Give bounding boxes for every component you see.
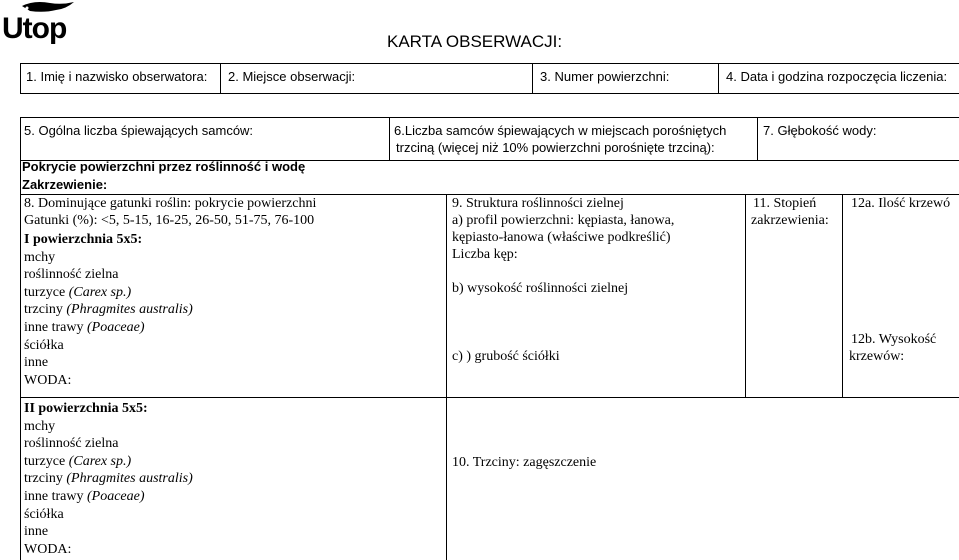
main-left-border xyxy=(20,160,21,560)
shrub-height-line1: 12b. Wysokość xyxy=(851,332,937,347)
row2-divider-2 xyxy=(757,117,758,160)
plot-divider xyxy=(20,397,959,398)
singing-males-label: 5. Ogólna liczba śpiewających samców: xyxy=(24,123,254,138)
shrub-cover-label: Zakrzewienie: xyxy=(22,177,108,192)
shrub-count-label: 12a. Ilość krzewó xyxy=(851,196,951,211)
main-divider-11-12 xyxy=(842,194,843,398)
plot1-litter: ściółka xyxy=(24,337,64,353)
plot1-mosses: mchy xyxy=(24,249,56,265)
location-label: 2. Miejsce obserwacji: xyxy=(228,69,356,84)
reed-males-label-line1: 6.Liczba samców śpiewających w miejscach porośniętych xyxy=(394,123,727,138)
row2-top-border xyxy=(20,117,959,118)
row1-left-border xyxy=(20,63,21,94)
plot1-reeds: trzciny (Phragmites australis) xyxy=(24,302,193,318)
shrub-degree-line1: 11. Stopień xyxy=(753,196,817,211)
cover-heading: Pokrycie powierzchni przez roślinność i wodę xyxy=(22,159,306,174)
row2-divider-1 xyxy=(389,117,390,160)
dominant-species-title: 8. Dominujące gatunki roślin: pokrycie powierzchni xyxy=(24,196,317,211)
row1-divider-1 xyxy=(220,63,221,94)
water-depth-label: 7. Głębokość wody: xyxy=(763,123,877,138)
herb-structure-title: 9. Struktura roślinności zielnej xyxy=(452,196,624,211)
row1-divider-2 xyxy=(532,63,533,94)
surface-profile-line1: a) profil powierzchni: kępiasta, łanowa, xyxy=(452,213,675,228)
logo-text: Utop xyxy=(2,12,67,45)
plot2-reeds: trzciny (Phragmites australis) xyxy=(24,471,193,487)
plot2-litter: ściółka xyxy=(24,506,64,522)
reed-males-label-line2: trzciną (więcej niż 10% powierzchni porośnięte trzciną): xyxy=(396,140,715,155)
plot2-mosses: mchy xyxy=(24,418,56,434)
surface-profile-line2: kępiasto-łanowa (właściwe podkreślić) xyxy=(452,230,671,245)
plot1-herbs: roślinność zielna xyxy=(24,267,119,283)
plot1-other: inne xyxy=(24,355,49,371)
plot2-grasses: inne trawy (Poaceae) xyxy=(24,488,145,504)
plot2-water: WODA: xyxy=(24,541,72,557)
plot1-title: I powierzchnia 5x5: xyxy=(24,232,143,247)
tussock-count-label: Liczba kęp: xyxy=(452,247,518,262)
herb-height-label: b) wysokość roślinności zielnej xyxy=(452,281,629,296)
plot1-sedges: turzyce (Carex sp.) xyxy=(24,284,132,300)
shrub-degree-line2: zakrzewienia: xyxy=(751,213,829,228)
shrub-height-line2: krzewów: xyxy=(849,349,905,364)
plot2-other: inne xyxy=(24,524,49,540)
plot2-list xyxy=(24,400,193,558)
plot1-water: WODA: xyxy=(24,372,72,388)
page-title: KARTA OBSERWACJI: xyxy=(387,32,563,51)
plot-number-label: 3. Numer powierzchni: xyxy=(540,69,670,84)
reed-density-label: 10. Trzciny: zagęszczenie xyxy=(452,455,597,470)
main-divider-8-9 xyxy=(446,194,447,560)
litter-thickness-label: c) ) grubość ściółki xyxy=(452,349,560,364)
row1-bottom-border xyxy=(20,93,959,94)
plot1-grasses: inne trawy (Poaceae) xyxy=(24,319,145,335)
observer-name-label: 1. Imię i nazwisko obserwatora: xyxy=(26,69,208,84)
plot2-title: II powierzchnia 5x5: xyxy=(24,401,148,416)
plot2-sedges: turzyce (Carex sp.) xyxy=(24,453,132,469)
row1-divider-3 xyxy=(718,63,719,94)
plot1-list xyxy=(24,231,193,389)
logo xyxy=(0,0,80,50)
plot2-herbs: roślinność zielna xyxy=(24,436,119,452)
main-divider-9-11 xyxy=(745,194,746,398)
row1-top-border xyxy=(20,63,959,64)
start-date-label: 4. Data i godzina rozpoczęcia liczenia: xyxy=(726,69,948,84)
row2-left-border xyxy=(20,117,21,160)
cover-scale: Gatunki (%): <5, 5-15, 16-25, 26-50, 51-75, 76-100 xyxy=(24,213,315,228)
